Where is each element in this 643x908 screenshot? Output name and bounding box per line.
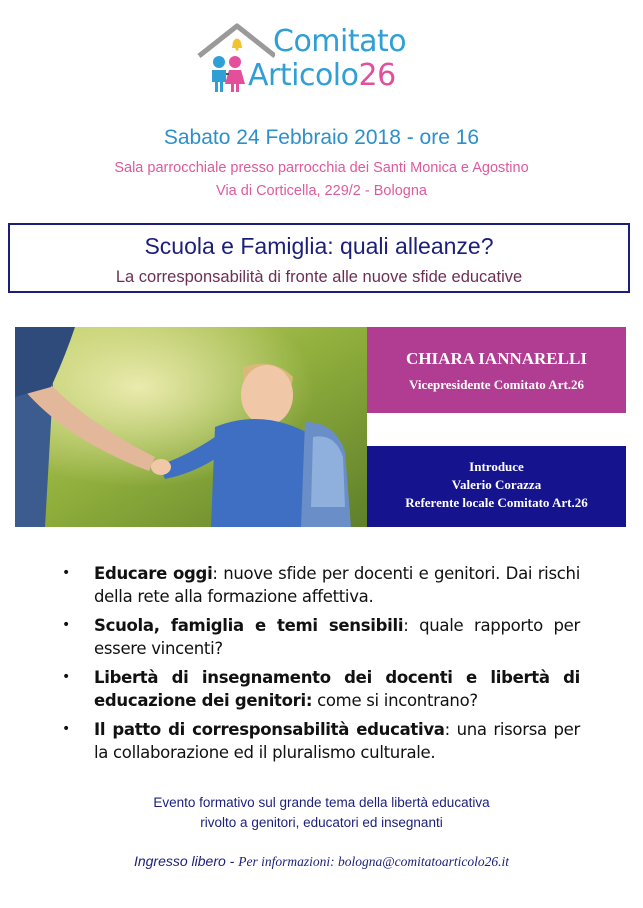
topic-item	[60, 614, 580, 660]
logo-title-line1: Comitato	[273, 24, 407, 59]
speaker-role: Vicepresidente Comitato Art.26	[408, 377, 585, 392]
intro-label: Introduce	[469, 459, 524, 474]
topic-text: : nuove sfide per docenti e genitori. Dai rischi della rete alla formazione affettiva.	[94, 564, 580, 606]
logo-number: 26	[358, 58, 396, 93]
free-entry-label: Ingresso libero -	[133, 853, 235, 869]
parent-child-photo	[15, 327, 367, 527]
bullet-icon: •	[62, 617, 70, 633]
venue-line-2: Via di Corticella, 229/2 - Bologna	[216, 183, 427, 199]
topic-heading: Libertà di insegnamento dei docenti e libertà di educazione dei genitori:	[94, 668, 580, 710]
logo-word-articolo: Articolo	[248, 58, 359, 93]
topic-text: come si incontrano?	[312, 691, 478, 710]
info-line	[0, 853, 643, 870]
topic-item	[60, 718, 580, 764]
intro-role: Referente locale Comitato Art.26	[405, 495, 588, 510]
topic-text: : quale rapporto per essere vincenti?	[94, 616, 581, 658]
speaker-panel	[367, 327, 626, 413]
headline-subtitle: La corresponsabilità di fronte alle nuove sfide educative	[115, 268, 523, 286]
topic-heading: Il patto di corresponsabilità educativa	[94, 720, 445, 739]
venue-line-1: Sala parrocchiale presso parrocchia dei Santi Monica e Agostino	[114, 160, 529, 176]
topic-heading: Scuola, famiglia e temi sensibili	[94, 616, 404, 635]
headline-title: Scuola e Famiglia: quali alleanze?	[144, 233, 494, 259]
logo-title-line2	[248, 58, 396, 93]
topic-heading: Educare oggi	[94, 564, 213, 583]
topic-item	[60, 562, 580, 608]
speaker-name: CHIARA IANNARELLI	[406, 349, 587, 368]
topic-item	[60, 666, 580, 712]
logo	[195, 22, 445, 94]
intro-person: Valerio Corazza	[451, 477, 542, 492]
bullet-icon: •	[62, 565, 70, 581]
topics-list	[60, 562, 580, 770]
headline-box	[8, 223, 630, 293]
footer-line-2: rivolto a genitori, educatori ed insegnanti	[200, 815, 443, 830]
photo-illustration	[15, 327, 367, 527]
bullet-icon: •	[62, 721, 70, 737]
intro-panel	[367, 446, 626, 527]
topic-text: : una risorsa per la collaborazione ed il pluralismo culturale.	[94, 720, 580, 762]
contact-info: Per informazioni: bologna@comitatoarticolo26.it	[238, 854, 510, 869]
bullet-icon: •	[62, 669, 70, 685]
footer-line-1: Evento formativo sul grande tema della libertà educativa	[153, 795, 490, 810]
event-date: Sabato 24 Febbraio 2018 - ore 16	[163, 126, 480, 149]
